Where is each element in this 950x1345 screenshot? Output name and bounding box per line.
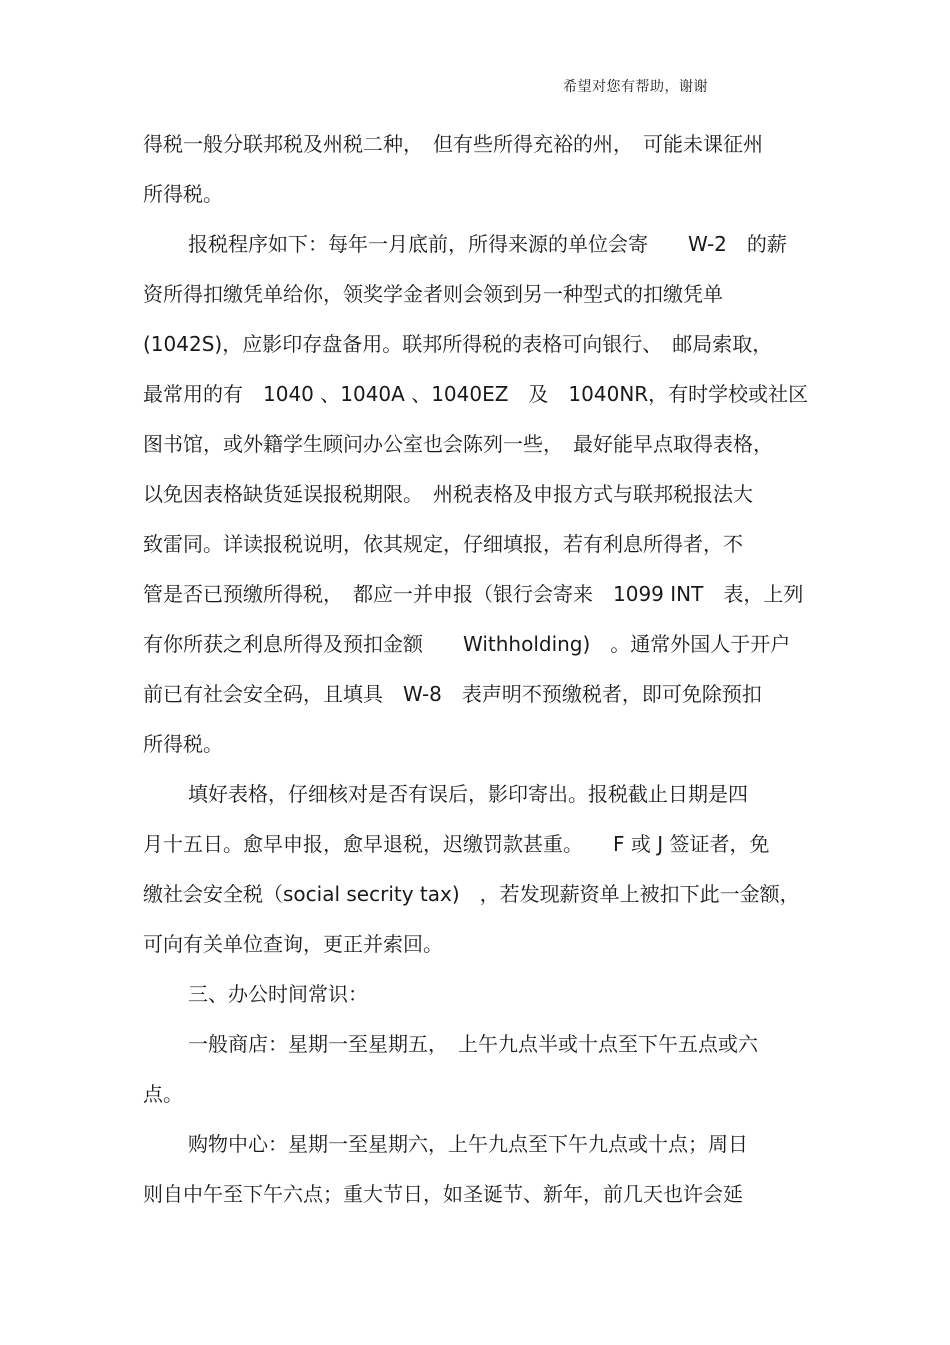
text-line: 购物中心：星期一至星期六，上午九点至下午九点或十点；周日	[188, 1132, 748, 1156]
text-line: 一般商店：星期一至星期五， 上午九点半或十点至下午五点或六	[188, 1032, 758, 1056]
text-line: 缴社会安全税（social secrity tax) ，若发现薪资单上被扣下此一金额，	[143, 882, 800, 906]
text-line: 前已有社会安全码，且填具 W-8 表声明不预缴税者，即可免除预扣	[143, 682, 762, 706]
text-line: 资所得扣缴凭单给你，领奖学金者则会领到另一种型式的扣缴凭单	[143, 282, 723, 306]
page-header-note: 希望对您有帮助，谢谢	[563, 79, 708, 95]
text-line: 有你所获之利息所得及预扣金额 Withholding) 。通常外国人于开户	[143, 632, 791, 656]
text-line: 则自中午至下午六点；重大节日，如圣诞节、新年，前几天也许会延	[143, 1182, 743, 1206]
text-line: 填好表格，仔细核对是否有误后，影印寄出。报税截止日期是四	[188, 782, 748, 806]
section-heading: 三、办公时间常识：	[188, 982, 368, 1006]
text-line: 所得税。	[143, 182, 223, 206]
text-line: 以免因表格缺货延误报税期限。 州税表格及申报方式与联邦税报法大	[143, 482, 753, 506]
text-line: 报税程序如下：每年一月底前，所得来源的单位会寄 W-2 的薪	[188, 232, 787, 256]
text-line: 致雷同。详读报税说明，依其规定，仔细填报，若有利息所得者，不	[143, 532, 743, 556]
text-line: 所得税。	[143, 732, 223, 756]
text-line: (1042S)，应影印存盘备用。联邦所得税的表格可向银行、 邮局索取，	[143, 332, 773, 356]
text-line: 得税一般分联邦税及州税二种， 但有些所得充裕的州， 可能未课征州	[143, 132, 763, 156]
text-line: 最常用的有 1040 、1040A 、1040EZ 及 1040NR，有时学校或社区	[143, 382, 809, 406]
text-line: 图书馆，或外籍学生顾问办公室也会陈列一些， 最好能早点取得表格，	[143, 432, 773, 456]
text-line: 管是否已预缴所得税， 都应一并申报（银行会寄来 1099 INT 表，上列	[143, 582, 804, 606]
text-line: 点。	[143, 1082, 183, 1106]
text-line: 可向有关单位查询，更正并索回。	[143, 932, 443, 956]
text-line: 月十五日。愈早申报，愈早退税，迟缴罚款甚重。 F 或 J 签证者，免	[143, 832, 770, 856]
